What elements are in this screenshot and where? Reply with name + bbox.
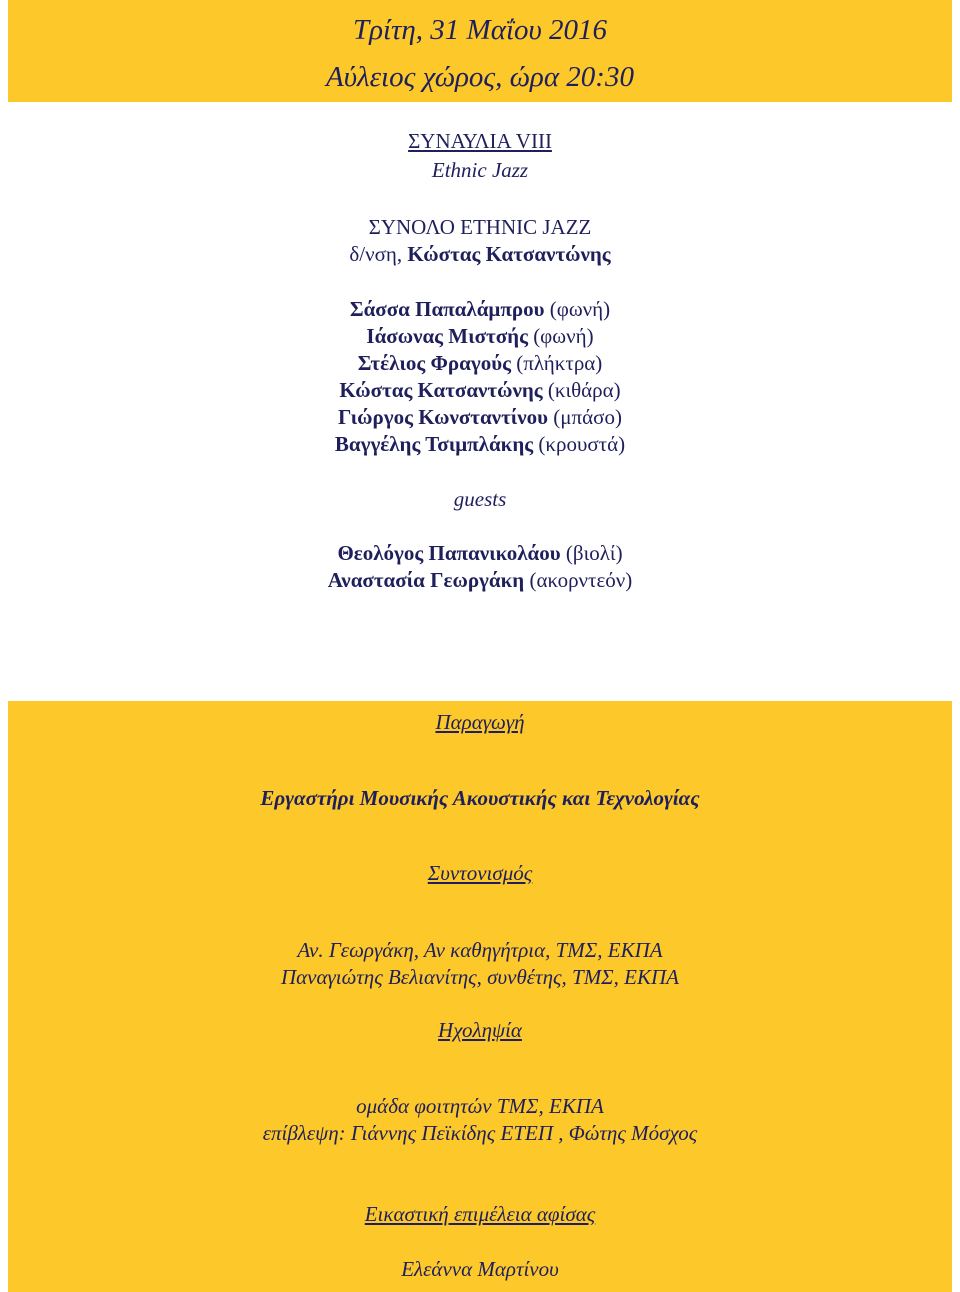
production-value: Εργαστήρι Μουσικής Ακουστικής και Τεχνολογίας	[260, 786, 700, 810]
director-line	[0, 241, 960, 267]
musician-item: Ιάσωνας Μιστσής (φωνή)	[366, 324, 594, 348]
guest-item: Αναστασία Γεωργάκη (ακορντεόν)	[327, 568, 633, 592]
production-label: Παραγωγή	[435, 710, 525, 734]
poster-label: Εικαστική επιμέλεια αφίσας	[364, 1202, 596, 1226]
guest-item: Θεολόγος Παπανικολάου (βιολί)	[337, 541, 623, 565]
sound-label: Ηχοληψία	[438, 1018, 522, 1042]
concert-date: Τρίτη, 31 Μαΐου 2016	[352, 14, 608, 46]
coordination-line: Παναγιώτης Βελιανίτης, συνθέτης, ΤΜΣ, ΕΚΠΑ	[280, 965, 679, 989]
coordination-line: Αν. Γεωργάκη, Αν καθηγήτρια, ΤΜΣ, ΕΚΠΑ	[297, 938, 663, 962]
coordination-label: Συντονισμός	[427, 861, 533, 885]
musician-item: Κώστας Κατσαντώνης (κιθάρα)	[339, 378, 621, 402]
sound-line: επίβλεψη: Γιάννης Πεϊκίδης ΕΤΕΠ , Φώτης Μόσχος	[262, 1121, 698, 1145]
musician-item: Γιώργος Κωνσταντίνου (μπάσο)	[338, 405, 622, 429]
poster-artist: Ελεάννα Μαρτίνου	[401, 1257, 559, 1281]
concert-title-text: ΣΥΝΑΥΛΙΑ VIII	[408, 129, 552, 153]
concert-venue-time: Αύλειος χώρος, ώρα 20:30	[326, 61, 634, 93]
ensemble-name: ΣΥΝΟΛΟ ETHNIC JAZZ	[368, 215, 592, 239]
concert-subtitle: Ethnic Jazz	[431, 158, 529, 182]
director-name: Κώστας Κατσαντώνης	[407, 242, 611, 266]
director-prefix: δ/νση,	[349, 242, 403, 266]
concert-title	[0, 128, 960, 154]
sound-line: ομάδα φοιτητών ΤΜΣ, ΕΚΠΑ	[356, 1094, 604, 1118]
musician-item: Σάσσα Παπαλάμπρου (φωνή)	[349, 297, 611, 321]
musician-item: Στέλιος Φραγούς (πλήκτρα)	[357, 351, 603, 375]
musician-item: Βαγγέλης Τσιμπλάκης (κρουστά)	[334, 432, 626, 456]
guests-label: guests	[453, 487, 507, 511]
